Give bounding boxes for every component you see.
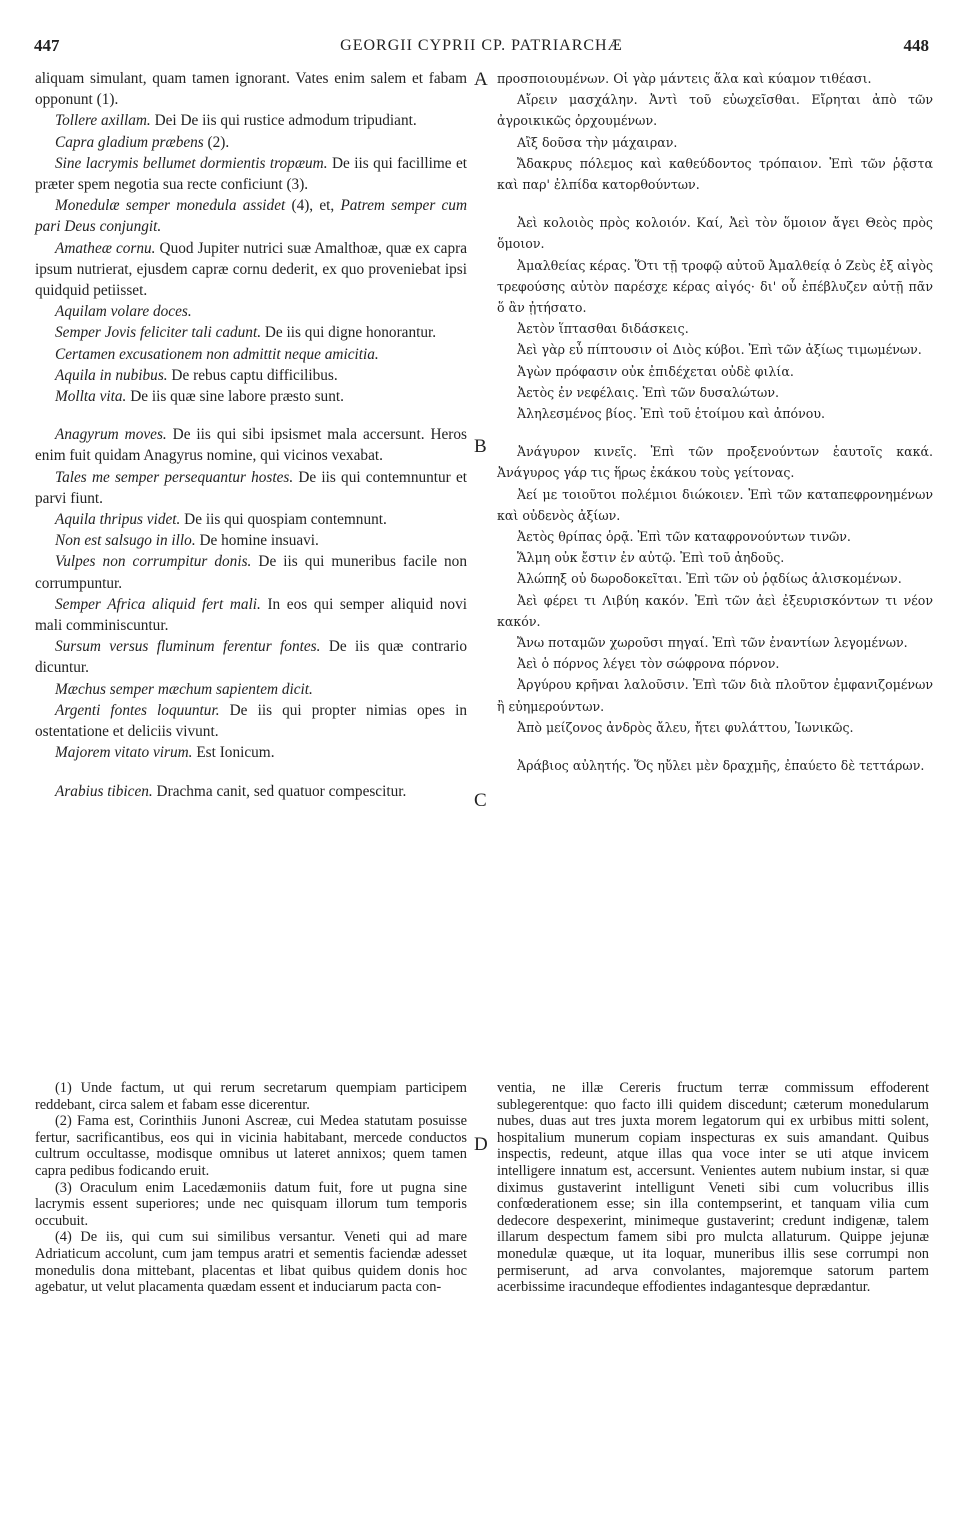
- latin-column: [35, 68, 467, 802]
- latin-proverb: aliquam simulant, quam tamen ignorant. Vates enim salem et fabam opponunt (1).: [35, 70, 467, 109]
- proverb-gloss: De iis qui muneribus facile non corrumpuntur.: [35, 553, 467, 592]
- latin-proverb: [35, 110, 467, 131]
- footnotes-right: [497, 1080, 929, 1296]
- latin-proverb: [35, 594, 467, 636]
- proverb-gloss: De iis qui sibi ipsismet mala accersunt. Heros enim fuit quidam Anagyrus nomine, qui vicinos vexabat.: [35, 426, 467, 465]
- greek-proverb: Ἀεὶ φέρει τι Λιβύη κακόν. Ἐπὶ τῶν ἀεὶ ἐξευρισκόντων τι νέον κακόν.: [497, 592, 933, 629]
- proverb-gloss: In eos qui semper aliquid novi mali comminiscuntur.: [35, 595, 467, 635]
- proverb-text: Aquila thripus videt.: [55, 511, 181, 529]
- paragraph-gap: [497, 424, 933, 441]
- paragraph-gap: [35, 764, 467, 781]
- page-number-left: 447: [34, 36, 60, 55]
- proverb-gloss: (2).: [203, 133, 230, 151]
- proverb-gloss: De iis qui quospiam contemnunt.: [180, 511, 387, 529]
- proverb-gloss: De iis qui contemnuntur et parvi fiunt.: [35, 468, 467, 507]
- proverb-text: Arabius tibicen.: [55, 782, 153, 800]
- greek-proverb: Ἀεὶ γὰρ εὖ πίπτουσιν οἱ Διὸς κύβοι. Ἐπὶ τῶν ἀξίως τιμωμένων.: [517, 342, 922, 358]
- footnote: (3) Oraculum enim Lacedæmoniis datum fuit, fore ut pugna sine lacrymis essent superiores; unde nec quisquam illorum tum temporis occubuit.: [35, 1179, 467, 1229]
- proverb-text: Argenti fontes loquuntur.: [55, 701, 220, 719]
- proverb-gloss: De iis qui propter nimias opes in ostentatione et deliciis vivunt.: [35, 701, 467, 741]
- greek-proverb: Αἴρειν μασχάλην. Ἀντὶ τοῦ εὐωχεῖσθαι. Εἴρηται ἀπὸ τῶν ἀγροικικῶς ὀρχουμένων.: [497, 92, 933, 129]
- proverb-text: Sursum versus fluminum ferentur fontes.: [55, 638, 321, 656]
- footnotes-left: [35, 1080, 467, 1296]
- greek-proverb: Ἀγὼν πρόφασιν οὐκ ἐπιδέχεται οὐδὲ φιλία.: [517, 363, 794, 379]
- latin-proverb: [35, 132, 467, 153]
- footnote: (2) Fama est, Corinthiis Junoni Ascreæ, cui Medea statutam posuisse fertur, sacrificantibus, eos qui in vicinia habitabant, mercede conductos cultrum occultasse, modisque omnibus ut lateret annixos; quem tamen capra pedibus fodicando eruit.: [35, 1113, 467, 1179]
- proverb-text: Monedulæ semper monedula assidet: [55, 197, 286, 215]
- latin-proverb: [35, 424, 467, 466]
- greek-proverb: Ἀεί με τοιοῦτοι πολέμιοι διώκοιεν. Ἐπὶ τῶν καταπεφρονημένων καὶ οὐδενὸς ἀξίων.: [497, 486, 933, 523]
- greek-proverb: Ἀληλεσμένος βίος. Ἐπὶ τοῦ ἑτοίμου καὶ ἀπόνου.: [517, 406, 826, 422]
- paragraph-gap: [497, 195, 933, 212]
- proverb-text: Aquila in nubibus.: [55, 366, 168, 384]
- proverb-text: Tollere axillam.: [55, 112, 151, 130]
- footnote: (4) De iis, qui cum sui similibus versantur. Veneti qui ad mare Adriaticum accolunt, cum jam tempus aratri et sementis faciendæ adesset monedulis dona mittebant, placentas et libat quibus quidem donis hoc agebatur, ut velut placamenta quædam essent et induciarum pacta con-: [35, 1229, 467, 1296]
- greek-proverb: προσποιουμένων. Οἱ γὰρ μάντεις ἅλα καὶ κύαμον τιθέασι.: [497, 71, 872, 86]
- proverb-text: Vulpes non corrumpitur donis.: [55, 553, 252, 571]
- proverb-text: Tales me semper persequantur hostes.: [55, 468, 294, 486]
- proverb-gloss: Drachma canit, sed quatuor compescitur.: [152, 782, 407, 800]
- latin-proverb: [35, 679, 467, 700]
- paragraph-gap: [35, 407, 467, 424]
- proverb-text: Semper Jovis feliciter tali cadunt.: [55, 324, 262, 342]
- proverb-gloss: De iis qui digne honorantur.: [261, 324, 437, 342]
- latin-proverb: [35, 322, 467, 343]
- greek-proverb: Αἲξ δοῦσα τὴν μάχαιραν.: [517, 134, 678, 150]
- proverb-gloss: De iis quæ sine labore præsto sunt.: [126, 388, 344, 406]
- footnote: (1) Unde factum, ut qui rerum secretarum quempiam participem reddebant, circa salem et fabam esse dicerentur.: [35, 1080, 467, 1113]
- latin-proverb: [35, 195, 467, 237]
- section-marker-a: A: [474, 69, 488, 90]
- greek-proverb: Ἄδακρυς πόλεμος καὶ καθεύδοντος τρόπαιον. Ἐπὶ τῶν ῥᾷστα καὶ παρ' ἐλπίδα κατορθούντων.: [497, 155, 933, 193]
- section-marker-b: B: [474, 436, 487, 457]
- proverb-text: Anagyrum moves.: [55, 426, 167, 444]
- proverb-text: Sine lacrymis bellumet dormientis tropæum.: [55, 154, 328, 172]
- greek-proverb: Ἀνάγυρον κινεῖς. Ἐπὶ τῶν προξενούντων ἑαυτοῖς κακά. Ἀνάγυρος γάρ τις ἥρως ἐκάκου τοὺς γείτονας.: [497, 444, 933, 481]
- greek-column: [497, 68, 933, 776]
- footnote-continuation: ventia, ne illæ Cereris fructum terræ commissum effoderent sublegerentque: quo facto illi quidem discedunt; cæterum monedularum nubes, duas aut tres juxta morem legatorum qui ex urbibus mitti solent, hospitalium munerum copiam inspecturas ex suis amandant. Quibus inspectis, redeunt, atque illas qua voce inter se uti atque invicem intelligere innatum est, accersunt. Venientes autem nubium instar, si quæ diximus gustaverint intelligunt Veneti sibi cum volucribus illis confœderationem esse; sin illa contempserint, et tanquam vilia cum dedecore despexerint, minimeque gustaverint; credunt indigenæ, talem illarum despectum famem sibi pro mulcta allaturum. Quippe jejunæ monedulæ quæque, ut ita loquar, muneribus illis sese corrumpi non permiserunt, ad arva convolantes, majoremque satorum partem acerbissime iracundeque effodientes indagantesque deprædantur.: [497, 1080, 929, 1296]
- running-title: GEORGII CYPRII CP. PATRIARCHÆ: [340, 37, 623, 54]
- latin-proverb: [35, 530, 467, 551]
- greek-proverb: Ἀργύρου κρῆναι λαλοῦσιν. Ἐπὶ τῶν διὰ πλοῦτον ἐμφανιζομένων ἢ εὐημερούντων.: [497, 677, 933, 714]
- greek-proverb: Ἀετὸς θρίπας ὁρᾷ. Ἐπὶ τῶν καταφρονούντων τινῶν.: [517, 529, 851, 545]
- proverb-text: Amatheæ cornu.: [55, 239, 156, 257]
- latin-proverb: [35, 781, 467, 802]
- greek-proverb: Ἀλώπηξ οὐ δωροδοκεῖται. Ἐπὶ τῶν οὐ ῥᾳδίως ἁλισκομένων.: [517, 571, 902, 587]
- greek-proverb: Ἀπὸ μείζονος ἀνδρὸς ἄλευ, ἤτει φυλάττου, Ἰωνικῶς.: [517, 719, 854, 735]
- proverb-text: Aquilam volare doces.: [55, 303, 192, 321]
- proverb-text: Non est salsugo in illo.: [55, 532, 196, 550]
- greek-proverb: Ἅλμη οὐκ ἔστιν ἐν αὐτῷ. Ἐπὶ τοῦ ἀηδοῦς.: [517, 550, 785, 566]
- latin-proverb: [35, 636, 467, 678]
- proverb-text: Mæchus semper mæchum sapientem dicit.: [55, 680, 313, 698]
- latin-proverb: [35, 238, 467, 302]
- greek-proverb: Ἀεὶ ὁ πόρνος λέγει τὸν σώφρονα πόρνον.: [517, 656, 780, 672]
- paragraph-gap: [497, 738, 933, 755]
- greek-proverb: Ἀμαλθείας κέρας. Ὅτι τῇ τροφῷ αὐτοῦ Ἀμαλθείᾳ ὁ Ζεὺς ἐξ αἰγὸς τρεφούσης αὐτὸν παρέσχε κέρας αἰγός· δι' οὗ ἐπέβλυζεν αὐτῇ πᾶν ὅ ἂν ᾐτήσατο.: [497, 257, 933, 316]
- proverb-text: Patrem semper cum pari Deus conjungit.: [35, 197, 468, 236]
- proverb-text: Semper Africa aliquid fert mali.: [55, 595, 261, 613]
- section-marker-d: D: [474, 1134, 488, 1155]
- greek-proverb: Ἀράβιος αὐλητής. Ὅς ηὔλει μὲν δραχμῆς, ἐπαύετο δὲ τεττάρων.: [517, 758, 925, 774]
- proverb-gloss: Dei De iis qui rustice admodum tripudiant.: [150, 112, 417, 130]
- proverb-gloss: (4), et,: [285, 197, 341, 215]
- latin-proverb: [35, 509, 467, 530]
- page-header: [34, 36, 929, 62]
- greek-proverb: Ἄνω ποταμῶν χωροῦσι πηγαί. Ἐπὶ τῶν ἐναντίων λεγομένων.: [517, 635, 908, 651]
- proverb-gloss: De iis quæ contrario dicuntur.: [35, 638, 467, 677]
- proverb-gloss: Quod Jupiter nutrici suæ Amalthoæ, quæ ex capra ipsum nutrierat, ejusdem capræ cornu dederit, ex quo proveniebat ipsi quidquid petiisset.: [35, 239, 467, 300]
- proverb-gloss: Est Ionicum.: [192, 744, 275, 762]
- proverb-gloss: De iis qui facillime et præter spem negotia sua recte conficiunt (3).: [35, 154, 468, 194]
- section-marker-c: C: [474, 790, 487, 811]
- latin-proverb: [35, 365, 467, 386]
- latin-proverb: [35, 551, 467, 593]
- greek-proverb: Ἀεὶ κολοιὸς πρὸς κολοιόν. Καί, Ἀεὶ τὸν ὅμοιον ἄγει Θεὸς πρὸς ὅμοιον.: [497, 215, 933, 252]
- latin-proverb: [35, 153, 467, 195]
- proverb-text: Capra gladium præbens: [55, 133, 204, 151]
- latin-proverb: [35, 386, 467, 407]
- proverb-text: Majorem vitato virum.: [55, 744, 193, 762]
- greek-proverb: Ἀετὸς ἐν νεφέλαις. Ἐπὶ τῶν δυσαλώτων.: [517, 384, 779, 400]
- latin-proverb: [35, 467, 467, 509]
- proverb-gloss: De rebus captu difficilibus.: [167, 366, 338, 384]
- page-number-right: 448: [903, 36, 929, 55]
- latin-proverb: [35, 301, 467, 322]
- proverb-text: Mollta vita.: [55, 388, 127, 406]
- proverb-gloss: De homine insuavi.: [195, 532, 319, 550]
- latin-proverb: [35, 344, 467, 365]
- latin-proverb: [35, 700, 467, 742]
- latin-proverb: [35, 742, 467, 763]
- greek-proverb: Ἀετὸν ἵπτασθαι διδάσκεις.: [517, 321, 689, 337]
- proverb-text: Certamen excusationem non admittit neque amicitia.: [55, 345, 379, 363]
